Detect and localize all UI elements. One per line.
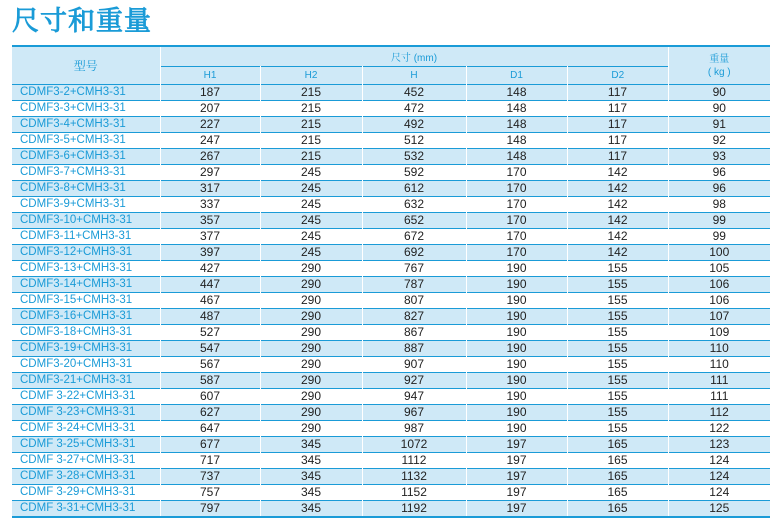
cell-d1: 190 — [466, 373, 567, 389]
table-row — [12, 261, 770, 277]
cell-d2: 142 — [567, 165, 668, 181]
cell-h2: 290 — [260, 405, 362, 421]
cell-d2: 142 — [567, 245, 668, 261]
cell-weight: 98 — [668, 197, 770, 213]
cell-weight: 124 — [668, 485, 770, 501]
cell-model: CDMF 3-22+CMH3-31 — [12, 389, 160, 405]
cell-h1: 357 — [160, 213, 260, 229]
cell-h: 612 — [362, 181, 466, 197]
cell-model: CDMF3-10+CMH3-31 — [12, 213, 160, 229]
header-h1: H1 — [160, 67, 260, 85]
cell-d1: 190 — [466, 341, 567, 357]
cell-d1: 170 — [466, 229, 567, 245]
table-row — [12, 277, 770, 293]
dimensions-weight-table — [12, 45, 770, 518]
cell-d2: 117 — [567, 133, 668, 149]
table-row — [12, 437, 770, 453]
cell-weight: 122 — [668, 421, 770, 437]
cell-h: 967 — [362, 405, 466, 421]
cell-d1: 190 — [466, 309, 567, 325]
cell-d2: 142 — [567, 213, 668, 229]
cell-model: CDMF3-16+CMH3-31 — [12, 309, 160, 325]
cell-d2: 155 — [567, 293, 668, 309]
cell-model: CDMF 3-24+CMH3-31 — [12, 421, 160, 437]
cell-h: 592 — [362, 165, 466, 181]
cell-h: 987 — [362, 421, 466, 437]
cell-h1: 187 — [160, 85, 260, 101]
cell-d1: 190 — [466, 357, 567, 373]
cell-h1: 337 — [160, 197, 260, 213]
cell-h2: 290 — [260, 373, 362, 389]
table-row — [12, 421, 770, 437]
table-row — [12, 469, 770, 485]
cell-h: 692 — [362, 245, 466, 261]
table-row — [12, 101, 770, 117]
cell-h2: 290 — [260, 357, 362, 373]
cell-model: CDMF3-6+CMH3-31 — [12, 149, 160, 165]
cell-h: 787 — [362, 277, 466, 293]
cell-model: CDMF 3-27+CMH3-31 — [12, 453, 160, 469]
cell-d2: 165 — [567, 453, 668, 469]
cell-h: 807 — [362, 293, 466, 309]
page-title: 尺寸和重量 — [12, 6, 152, 37]
cell-d1: 148 — [466, 85, 567, 101]
cell-h1: 447 — [160, 277, 260, 293]
cell-d2: 117 — [567, 117, 668, 133]
cell-h: 452 — [362, 85, 466, 101]
table-row — [12, 293, 770, 309]
table-row — [12, 85, 770, 101]
cell-h1: 487 — [160, 309, 260, 325]
cell-h2: 245 — [260, 197, 362, 213]
cell-h2: 345 — [260, 501, 362, 518]
cell-h1: 547 — [160, 341, 260, 357]
cell-weight: 91 — [668, 117, 770, 133]
cell-h1: 797 — [160, 501, 260, 518]
cell-model: CDMF3-20+CMH3-31 — [12, 357, 160, 373]
cell-h2: 345 — [260, 437, 362, 453]
cell-d1: 148 — [466, 117, 567, 133]
cell-h2: 215 — [260, 117, 362, 133]
cell-h: 947 — [362, 389, 466, 405]
cell-d2: 117 — [567, 85, 668, 101]
table-row — [12, 181, 770, 197]
cell-d1: 190 — [466, 421, 567, 437]
cell-h1: 647 — [160, 421, 260, 437]
cell-h1: 227 — [160, 117, 260, 133]
cell-d2: 155 — [567, 341, 668, 357]
cell-h1: 717 — [160, 453, 260, 469]
header-weight-unit: ( kg ) — [707, 66, 731, 78]
table-row — [12, 165, 770, 181]
cell-weight: 124 — [668, 469, 770, 485]
cell-h1: 427 — [160, 261, 260, 277]
cell-d1: 148 — [466, 101, 567, 117]
cell-d2: 155 — [567, 389, 668, 405]
cell-model: CDMF 3-29+CMH3-31 — [12, 485, 160, 501]
cell-model: CDMF 3-31+CMH3-31 — [12, 501, 160, 518]
cell-h1: 397 — [160, 245, 260, 261]
cell-h: 907 — [362, 357, 466, 373]
cell-d2: 142 — [567, 197, 668, 213]
header-model: 型号 — [12, 46, 160, 85]
cell-h1: 247 — [160, 133, 260, 149]
table-body — [12, 85, 770, 518]
cell-h1: 627 — [160, 405, 260, 421]
cell-d2: 165 — [567, 437, 668, 453]
cell-h2: 215 — [260, 85, 362, 101]
cell-weight: 111 — [668, 389, 770, 405]
cell-weight: 109 — [668, 325, 770, 341]
cell-h1: 207 — [160, 101, 260, 117]
cell-weight: 124 — [668, 453, 770, 469]
cell-weight: 99 — [668, 229, 770, 245]
table-row — [12, 197, 770, 213]
cell-model: CDMF3-11+CMH3-31 — [12, 229, 160, 245]
cell-model: CDMF3-9+CMH3-31 — [12, 197, 160, 213]
cell-model: CDMF3-3+CMH3-31 — [12, 101, 160, 117]
cell-d2: 155 — [567, 357, 668, 373]
cell-h1: 567 — [160, 357, 260, 373]
cell-weight: 99 — [668, 213, 770, 229]
cell-h2: 290 — [260, 293, 362, 309]
cell-h2: 290 — [260, 325, 362, 341]
cell-h: 887 — [362, 341, 466, 357]
cell-d1: 148 — [466, 133, 567, 149]
cell-h2: 215 — [260, 133, 362, 149]
cell-weight: 90 — [668, 101, 770, 117]
cell-weight: 96 — [668, 165, 770, 181]
table-row — [12, 133, 770, 149]
cell-model: CDMF 3-23+CMH3-31 — [12, 405, 160, 421]
cell-d2: 155 — [567, 421, 668, 437]
table-row — [12, 357, 770, 373]
cell-d2: 142 — [567, 181, 668, 197]
cell-d1: 197 — [466, 469, 567, 485]
cell-h1: 467 — [160, 293, 260, 309]
cell-weight: 111 — [668, 373, 770, 389]
cell-h: 1072 — [362, 437, 466, 453]
cell-d2: 155 — [567, 405, 668, 421]
cell-d1: 197 — [466, 485, 567, 501]
cell-d2: 117 — [567, 149, 668, 165]
cell-d1: 190 — [466, 293, 567, 309]
cell-h1: 677 — [160, 437, 260, 453]
cell-d2: 142 — [567, 229, 668, 245]
cell-d2: 165 — [567, 469, 668, 485]
cell-h: 472 — [362, 101, 466, 117]
cell-model: CDMF3-19+CMH3-31 — [12, 341, 160, 357]
table-row — [12, 501, 770, 518]
cell-h2: 245 — [260, 229, 362, 245]
cell-weight: 96 — [668, 181, 770, 197]
cell-h: 767 — [362, 261, 466, 277]
cell-d2: 117 — [567, 101, 668, 117]
table-row — [12, 325, 770, 341]
table-row — [12, 485, 770, 501]
cell-model: CDMF 3-28+CMH3-31 — [12, 469, 160, 485]
table-row — [12, 309, 770, 325]
table-row — [12, 405, 770, 421]
cell-h2: 245 — [260, 213, 362, 229]
cell-d1: 148 — [466, 149, 567, 165]
header-d2: D2 — [567, 67, 668, 85]
header-d1: D1 — [466, 67, 567, 85]
cell-d1: 190 — [466, 405, 567, 421]
cell-d1: 197 — [466, 501, 567, 518]
cell-h2: 290 — [260, 421, 362, 437]
cell-h1: 607 — [160, 389, 260, 405]
cell-d1: 170 — [466, 245, 567, 261]
cell-d2: 165 — [567, 501, 668, 518]
cell-weight: 100 — [668, 245, 770, 261]
table-row — [12, 341, 770, 357]
cell-d1: 197 — [466, 437, 567, 453]
cell-h: 1112 — [362, 453, 466, 469]
cell-h: 652 — [362, 213, 466, 229]
cell-d2: 155 — [567, 309, 668, 325]
table-row — [12, 453, 770, 469]
cell-d1: 170 — [466, 213, 567, 229]
cell-model: CDMF3-5+CMH3-31 — [12, 133, 160, 149]
cell-weight: 110 — [668, 341, 770, 357]
cell-weight: 106 — [668, 293, 770, 309]
cell-h: 512 — [362, 133, 466, 149]
cell-weight: 105 — [668, 261, 770, 277]
cell-h1: 587 — [160, 373, 260, 389]
cell-h: 867 — [362, 325, 466, 341]
cell-model: CDMF3-7+CMH3-31 — [12, 165, 160, 181]
cell-weight: 107 — [668, 309, 770, 325]
table-row — [12, 229, 770, 245]
cell-weight: 106 — [668, 277, 770, 293]
cell-h: 1132 — [362, 469, 466, 485]
header-h2: H2 — [260, 67, 362, 85]
cell-h2: 245 — [260, 245, 362, 261]
cell-model: CDMF3-2+CMH3-31 — [12, 85, 160, 101]
cell-h2: 290 — [260, 389, 362, 405]
cell-h2: 245 — [260, 165, 362, 181]
cell-d1: 190 — [466, 325, 567, 341]
cell-d1: 170 — [466, 181, 567, 197]
table-row — [12, 245, 770, 261]
cell-h2: 290 — [260, 309, 362, 325]
cell-d2: 155 — [567, 261, 668, 277]
cell-weight: 112 — [668, 405, 770, 421]
cell-h: 632 — [362, 197, 466, 213]
cell-d1: 170 — [466, 197, 567, 213]
table-row — [12, 389, 770, 405]
cell-h1: 527 — [160, 325, 260, 341]
cell-h: 492 — [362, 117, 466, 133]
cell-model: CDMF3-13+CMH3-31 — [12, 261, 160, 277]
cell-h1: 377 — [160, 229, 260, 245]
table-row — [12, 149, 770, 165]
cell-d2: 155 — [567, 325, 668, 341]
cell-h2: 245 — [260, 181, 362, 197]
cell-h: 672 — [362, 229, 466, 245]
header-dimensions-group: 尺寸 (mm) — [160, 46, 668, 67]
cell-d2: 155 — [567, 373, 668, 389]
cell-d1: 190 — [466, 389, 567, 405]
table-row — [12, 213, 770, 229]
cell-weight: 90 — [668, 85, 770, 101]
cell-weight: 93 — [668, 149, 770, 165]
cell-weight: 125 — [668, 501, 770, 518]
cell-h2: 345 — [260, 453, 362, 469]
cell-weight: 110 — [668, 357, 770, 373]
cell-h: 1152 — [362, 485, 466, 501]
header-weight-label: 重量 — [709, 53, 730, 65]
cell-h1: 267 — [160, 149, 260, 165]
cell-h1: 757 — [160, 485, 260, 501]
cell-h2: 290 — [260, 341, 362, 357]
cell-d1: 170 — [466, 165, 567, 181]
cell-h1: 297 — [160, 165, 260, 181]
cell-h1: 317 — [160, 181, 260, 197]
cell-model: CDMF3-14+CMH3-31 — [12, 277, 160, 293]
cell-weight: 92 — [668, 133, 770, 149]
cell-h1: 737 — [160, 469, 260, 485]
cell-model: CDMF3-21+CMH3-31 — [12, 373, 160, 389]
cell-d1: 190 — [466, 261, 567, 277]
table-row — [12, 117, 770, 133]
cell-model: CDMF3-15+CMH3-31 — [12, 293, 160, 309]
cell-model: CDMF3-4+CMH3-31 — [12, 117, 160, 133]
cell-d1: 197 — [466, 453, 567, 469]
header-h: H — [362, 67, 466, 85]
cell-d2: 165 — [567, 485, 668, 501]
cell-h: 927 — [362, 373, 466, 389]
cell-model: CDMF3-18+CMH3-31 — [12, 325, 160, 341]
cell-h: 827 — [362, 309, 466, 325]
cell-h: 1192 — [362, 501, 466, 518]
cell-d1: 190 — [466, 277, 567, 293]
header-weight — [668, 46, 770, 85]
cell-h2: 345 — [260, 469, 362, 485]
cell-h2: 345 — [260, 485, 362, 501]
cell-model: CDMF 3-25+CMH3-31 — [12, 437, 160, 453]
cell-d2: 155 — [567, 277, 668, 293]
cell-h2: 290 — [260, 277, 362, 293]
cell-weight: 123 — [668, 437, 770, 453]
cell-h2: 290 — [260, 261, 362, 277]
cell-h2: 215 — [260, 101, 362, 117]
table-row — [12, 373, 770, 389]
cell-h2: 215 — [260, 149, 362, 165]
cell-h: 532 — [362, 149, 466, 165]
cell-model: CDMF3-8+CMH3-31 — [12, 181, 160, 197]
header-row — [12, 46, 770, 67]
cell-model: CDMF3-12+CMH3-31 — [12, 245, 160, 261]
